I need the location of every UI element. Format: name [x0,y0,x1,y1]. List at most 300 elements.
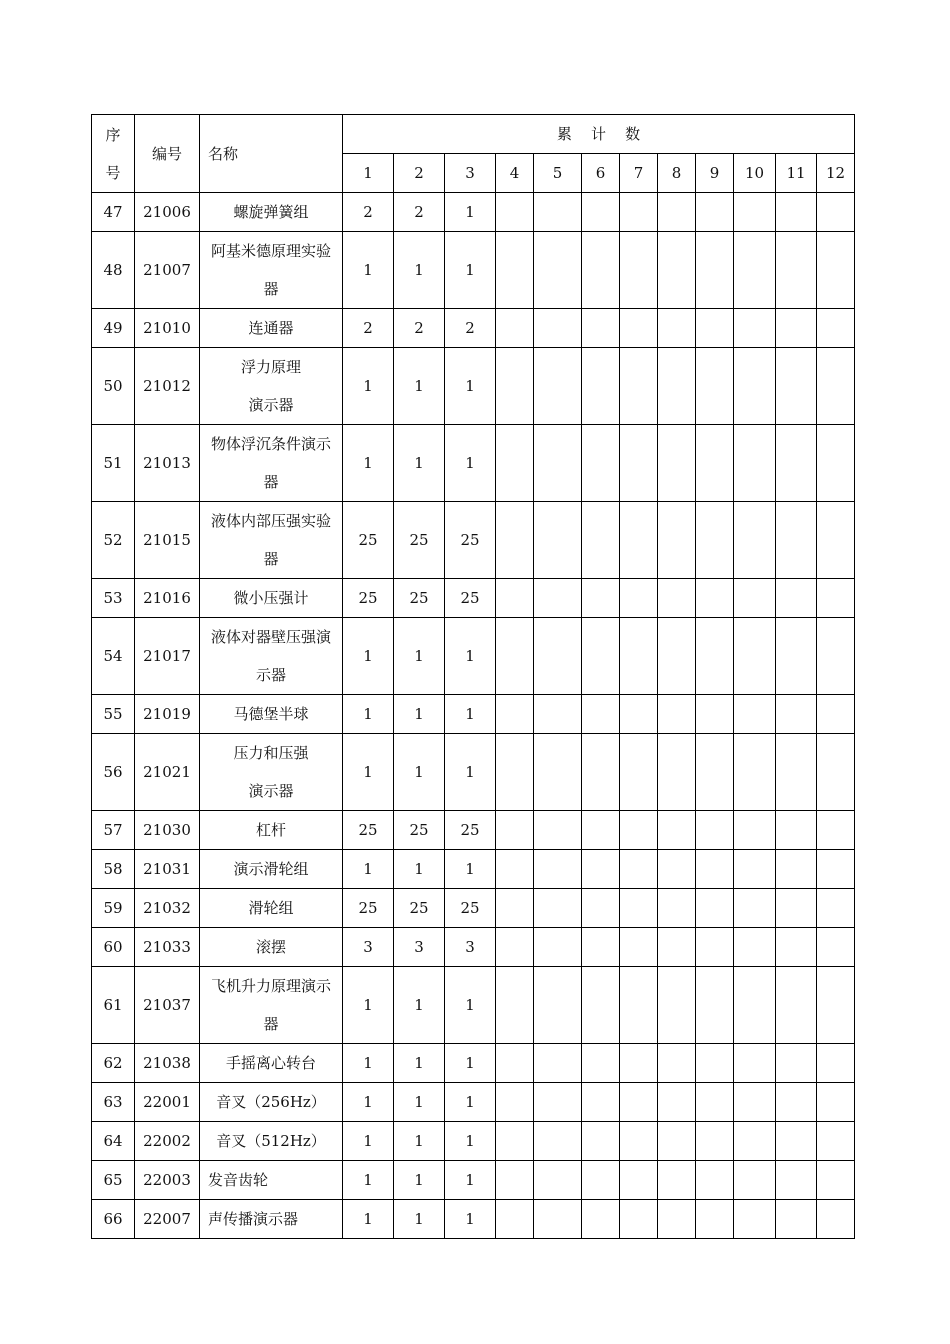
row-count-4 [496,850,534,889]
row-code: 22007 [135,1200,200,1239]
row-count-10 [734,618,776,695]
row-count-12 [817,502,855,579]
row-count-11 [776,348,817,425]
row-count-4 [496,1083,534,1122]
row-count-3: 1 [445,1044,496,1083]
row-name: 滑轮组 [200,889,343,928]
row-count-6 [582,850,620,889]
row-count-3: 25 [445,502,496,579]
row-seq: 66 [92,1200,135,1239]
count-header-2: 2 [394,154,445,193]
row-seq: 61 [92,967,135,1044]
row-count-2: 25 [394,811,445,850]
row-count-2: 1 [394,618,445,695]
row-count-12 [817,1200,855,1239]
row-count-2: 1 [394,695,445,734]
row-count-5 [534,928,582,967]
row-name: 连通器 [200,309,343,348]
row-count-5 [534,734,582,811]
row-count-6 [582,618,620,695]
row-seq: 50 [92,348,135,425]
row-count-9 [696,811,734,850]
row-count-9 [696,1122,734,1161]
row-count-1: 25 [343,889,394,928]
row-count-9 [696,1083,734,1122]
table-row [92,967,855,1044]
row-count-2: 1 [394,967,445,1044]
row-count-2: 1 [394,348,445,425]
row-count-5 [534,579,582,618]
row-code: 22003 [135,1161,200,1200]
row-code: 21016 [135,579,200,618]
row-code: 21019 [135,695,200,734]
row-count-1: 3 [343,928,394,967]
row-count-6 [582,1083,620,1122]
row-count-2: 1 [394,1044,445,1083]
row-count-10 [734,734,776,811]
cumulative-header [343,115,855,154]
row-count-10 [734,348,776,425]
row-count-10 [734,502,776,579]
count-header-8: 8 [658,154,696,193]
table-row [92,1044,855,1083]
row-count-1: 25 [343,811,394,850]
row-code: 21032 [135,889,200,928]
row-count-6 [582,1122,620,1161]
row-count-11 [776,502,817,579]
row-name: 声传播演示器 [200,1200,343,1239]
row-count-2: 25 [394,889,445,928]
row-count-9 [696,734,734,811]
row-count-4 [496,193,534,232]
row-count-8 [658,502,696,579]
row-count-2: 1 [394,1200,445,1239]
row-count-3: 1 [445,232,496,309]
row-count-11 [776,1200,817,1239]
row-count-9 [696,425,734,502]
row-count-3: 1 [445,618,496,695]
row-code: 21021 [135,734,200,811]
row-count-12 [817,348,855,425]
row-seq: 47 [92,193,135,232]
row-name: 马德堡半球 [200,695,343,734]
row-count-10 [734,1161,776,1200]
count-header-12: 12 [817,154,855,193]
row-count-3: 1 [445,734,496,811]
row-count-11 [776,850,817,889]
row-count-7 [620,193,658,232]
row-count-10 [734,889,776,928]
row-count-1: 25 [343,579,394,618]
row-count-7 [620,502,658,579]
row-count-1: 1 [343,1122,394,1161]
row-count-7 [620,850,658,889]
table-row [92,1122,855,1161]
row-count-5 [534,618,582,695]
row-count-2: 1 [394,425,445,502]
row-name: 压力和压强 演示器 [200,734,343,811]
row-count-7 [620,967,658,1044]
row-count-4 [496,695,534,734]
row-count-5 [534,348,582,425]
row-count-9 [696,232,734,309]
row-count-6 [582,695,620,734]
row-count-6 [582,889,620,928]
row-code: 21030 [135,811,200,850]
row-count-9 [696,967,734,1044]
row-count-8 [658,928,696,967]
row-seq: 48 [92,232,135,309]
row-count-11 [776,618,817,695]
row-seq: 54 [92,618,135,695]
row-name: 音叉（256Hz） [200,1083,343,1122]
row-count-9 [696,1044,734,1083]
row-count-3: 1 [445,348,496,425]
row-count-9 [696,502,734,579]
row-count-7 [620,425,658,502]
row-count-11 [776,967,817,1044]
row-count-8 [658,579,696,618]
row-count-4 [496,1161,534,1200]
row-count-11 [776,889,817,928]
row-count-8 [658,811,696,850]
table-row [92,734,855,811]
table-row [92,232,855,309]
row-count-8 [658,232,696,309]
row-count-4 [496,889,534,928]
row-seq: 53 [92,579,135,618]
count-header-6: 6 [582,154,620,193]
row-count-9 [696,618,734,695]
row-count-1: 25 [343,502,394,579]
row-count-5 [534,1161,582,1200]
row-code: 22002 [135,1122,200,1161]
table-row [92,1161,855,1200]
row-count-9 [696,928,734,967]
row-count-6 [582,193,620,232]
row-count-10 [734,1122,776,1161]
row-code: 21015 [135,502,200,579]
row-count-12 [817,193,855,232]
row-count-5 [534,425,582,502]
row-count-7 [620,1161,658,1200]
row-count-6 [582,811,620,850]
row-count-5 [534,850,582,889]
row-count-5 [534,502,582,579]
row-code: 21017 [135,618,200,695]
row-code: 21037 [135,967,200,1044]
row-count-5 [534,309,582,348]
row-count-5 [534,1083,582,1122]
row-count-1: 1 [343,1200,394,1239]
row-count-6 [582,502,620,579]
table-row [92,425,855,502]
row-seq: 60 [92,928,135,967]
row-count-10 [734,309,776,348]
row-count-8 [658,1161,696,1200]
row-count-12 [817,1083,855,1122]
row-count-2: 2 [394,193,445,232]
row-count-6 [582,348,620,425]
row-seq: 59 [92,889,135,928]
row-count-9 [696,579,734,618]
row-count-12 [817,889,855,928]
row-name: 浮力原理 演示器 [200,348,343,425]
row-count-4 [496,618,534,695]
row-count-2: 25 [394,502,445,579]
row-count-1: 1 [343,348,394,425]
row-count-4 [496,425,534,502]
row-code: 21010 [135,309,200,348]
row-count-3: 2 [445,309,496,348]
row-count-12 [817,232,855,309]
row-seq: 51 [92,425,135,502]
row-count-11 [776,734,817,811]
row-name: 滚摆 [200,928,343,967]
row-seq: 58 [92,850,135,889]
row-count-3: 25 [445,811,496,850]
row-count-10 [734,1200,776,1239]
row-count-5 [534,232,582,309]
row-count-6 [582,309,620,348]
row-count-11 [776,1122,817,1161]
row-code: 22001 [135,1083,200,1122]
row-count-12 [817,579,855,618]
row-count-7 [620,1044,658,1083]
row-count-6 [582,1200,620,1239]
row-count-3: 25 [445,579,496,618]
table-row [92,811,855,850]
row-count-5 [534,193,582,232]
row-name: 螺旋弹簧组 [200,193,343,232]
row-count-6 [582,967,620,1044]
row-count-7 [620,348,658,425]
count-header-5: 5 [534,154,582,193]
row-name: 阿基米德原理实验器 [200,232,343,309]
row-name: 液体内部压强实验器 [200,502,343,579]
row-count-2: 1 [394,734,445,811]
row-count-8 [658,193,696,232]
inventory-table [91,114,855,1239]
row-seq: 52 [92,502,135,579]
row-count-6 [582,579,620,618]
row-count-12 [817,425,855,502]
cumulative-header-label: 累 计 数 [556,125,641,143]
row-count-7 [620,1122,658,1161]
row-count-10 [734,1044,776,1083]
row-count-12 [817,309,855,348]
row-count-9 [696,1200,734,1239]
row-count-4 [496,1044,534,1083]
row-count-1: 1 [343,1161,394,1200]
row-count-1: 2 [343,309,394,348]
row-name: 音叉（512Hz） [200,1122,343,1161]
row-count-5 [534,1200,582,1239]
row-count-8 [658,425,696,502]
row-count-11 [776,193,817,232]
row-count-6 [582,425,620,502]
row-count-11 [776,1083,817,1122]
table-row [92,502,855,579]
row-count-10 [734,425,776,502]
table-body [92,193,855,1239]
name-header: 名称 [200,115,343,193]
row-count-2: 25 [394,579,445,618]
row-count-4 [496,1122,534,1161]
row-count-7 [620,811,658,850]
row-count-7 [620,889,658,928]
row-count-12 [817,1161,855,1200]
row-seq: 49 [92,309,135,348]
row-count-1: 1 [343,232,394,309]
row-count-10 [734,695,776,734]
row-count-4 [496,232,534,309]
row-seq: 57 [92,811,135,850]
row-seq: 56 [92,734,135,811]
row-count-2: 3 [394,928,445,967]
row-count-8 [658,967,696,1044]
row-count-2: 1 [394,850,445,889]
row-count-6 [582,1161,620,1200]
table-row [92,695,855,734]
table-row [92,1200,855,1239]
row-count-8 [658,309,696,348]
row-count-3: 1 [445,695,496,734]
row-count-9 [696,193,734,232]
row-count-9 [696,1161,734,1200]
row-count-8 [658,695,696,734]
count-header-10: 10 [734,154,776,193]
row-count-7 [620,1083,658,1122]
row-count-12 [817,734,855,811]
row-count-6 [582,1044,620,1083]
row-seq: 63 [92,1083,135,1122]
row-count-11 [776,695,817,734]
row-code: 21031 [135,850,200,889]
seq-header-bottom: 号 [105,163,121,182]
row-count-2: 1 [394,1083,445,1122]
row-count-11 [776,811,817,850]
row-seq: 65 [92,1161,135,1200]
row-name: 杠杆 [200,811,343,850]
row-code: 21038 [135,1044,200,1083]
row-count-4 [496,928,534,967]
row-count-8 [658,1044,696,1083]
header-row-1 [92,115,855,154]
row-count-3: 3 [445,928,496,967]
row-count-4 [496,579,534,618]
table-row [92,309,855,348]
count-header-3: 3 [445,154,496,193]
row-count-11 [776,579,817,618]
row-count-4 [496,967,534,1044]
row-count-12 [817,1044,855,1083]
row-count-3: 1 [445,1200,496,1239]
table-row [92,1083,855,1122]
row-count-10 [734,579,776,618]
row-count-1: 2 [343,193,394,232]
row-code: 21006 [135,193,200,232]
row-count-7 [620,309,658,348]
count-header-11: 11 [776,154,817,193]
row-count-3: 25 [445,889,496,928]
row-count-9 [696,850,734,889]
row-count-4 [496,1200,534,1239]
row-count-10 [734,850,776,889]
row-count-9 [696,695,734,734]
row-count-5 [534,967,582,1044]
row-code: 21013 [135,425,200,502]
row-count-11 [776,232,817,309]
row-count-7 [620,618,658,695]
table-row [92,193,855,232]
row-count-1: 1 [343,734,394,811]
row-count-2: 1 [394,1122,445,1161]
row-count-10 [734,232,776,309]
table-row [92,348,855,425]
row-count-12 [817,928,855,967]
row-name: 液体对器壁压强演示器 [200,618,343,695]
row-code: 21007 [135,232,200,309]
row-count-2: 1 [394,232,445,309]
row-count-12 [817,618,855,695]
row-count-8 [658,618,696,695]
count-header-4: 4 [496,154,534,193]
row-count-10 [734,811,776,850]
row-code: 21033 [135,928,200,967]
count-header-9: 9 [696,154,734,193]
row-name: 手摇离心转台 [200,1044,343,1083]
row-count-8 [658,1122,696,1161]
row-count-3: 1 [445,1161,496,1200]
row-name: 物体浮沉条件演示器 [200,425,343,502]
row-count-8 [658,1083,696,1122]
row-count-3: 1 [445,850,496,889]
row-count-7 [620,1200,658,1239]
row-count-1: 1 [343,695,394,734]
row-count-12 [817,695,855,734]
row-count-9 [696,889,734,928]
row-code: 21012 [135,348,200,425]
row-count-8 [658,1200,696,1239]
row-count-4 [496,734,534,811]
row-count-3: 1 [445,1122,496,1161]
row-count-5 [534,1122,582,1161]
row-count-5 [534,1044,582,1083]
row-count-10 [734,193,776,232]
row-count-6 [582,232,620,309]
row-count-12 [817,1122,855,1161]
seq-header [92,115,135,193]
seq-header-top: 序 [105,125,121,144]
row-count-8 [658,850,696,889]
table-row [92,889,855,928]
row-count-2: 2 [394,309,445,348]
row-name: 演示滑轮组 [200,850,343,889]
row-name: 飞机升力原理演示器 [200,967,343,1044]
row-count-11 [776,928,817,967]
row-count-3: 1 [445,193,496,232]
row-count-11 [776,425,817,502]
row-count-1: 1 [343,618,394,695]
row-count-10 [734,967,776,1044]
count-header-1: 1 [343,154,394,193]
count-header-7: 7 [620,154,658,193]
row-count-4 [496,309,534,348]
row-name: 微小压强计 [200,579,343,618]
row-count-9 [696,309,734,348]
row-count-12 [817,811,855,850]
